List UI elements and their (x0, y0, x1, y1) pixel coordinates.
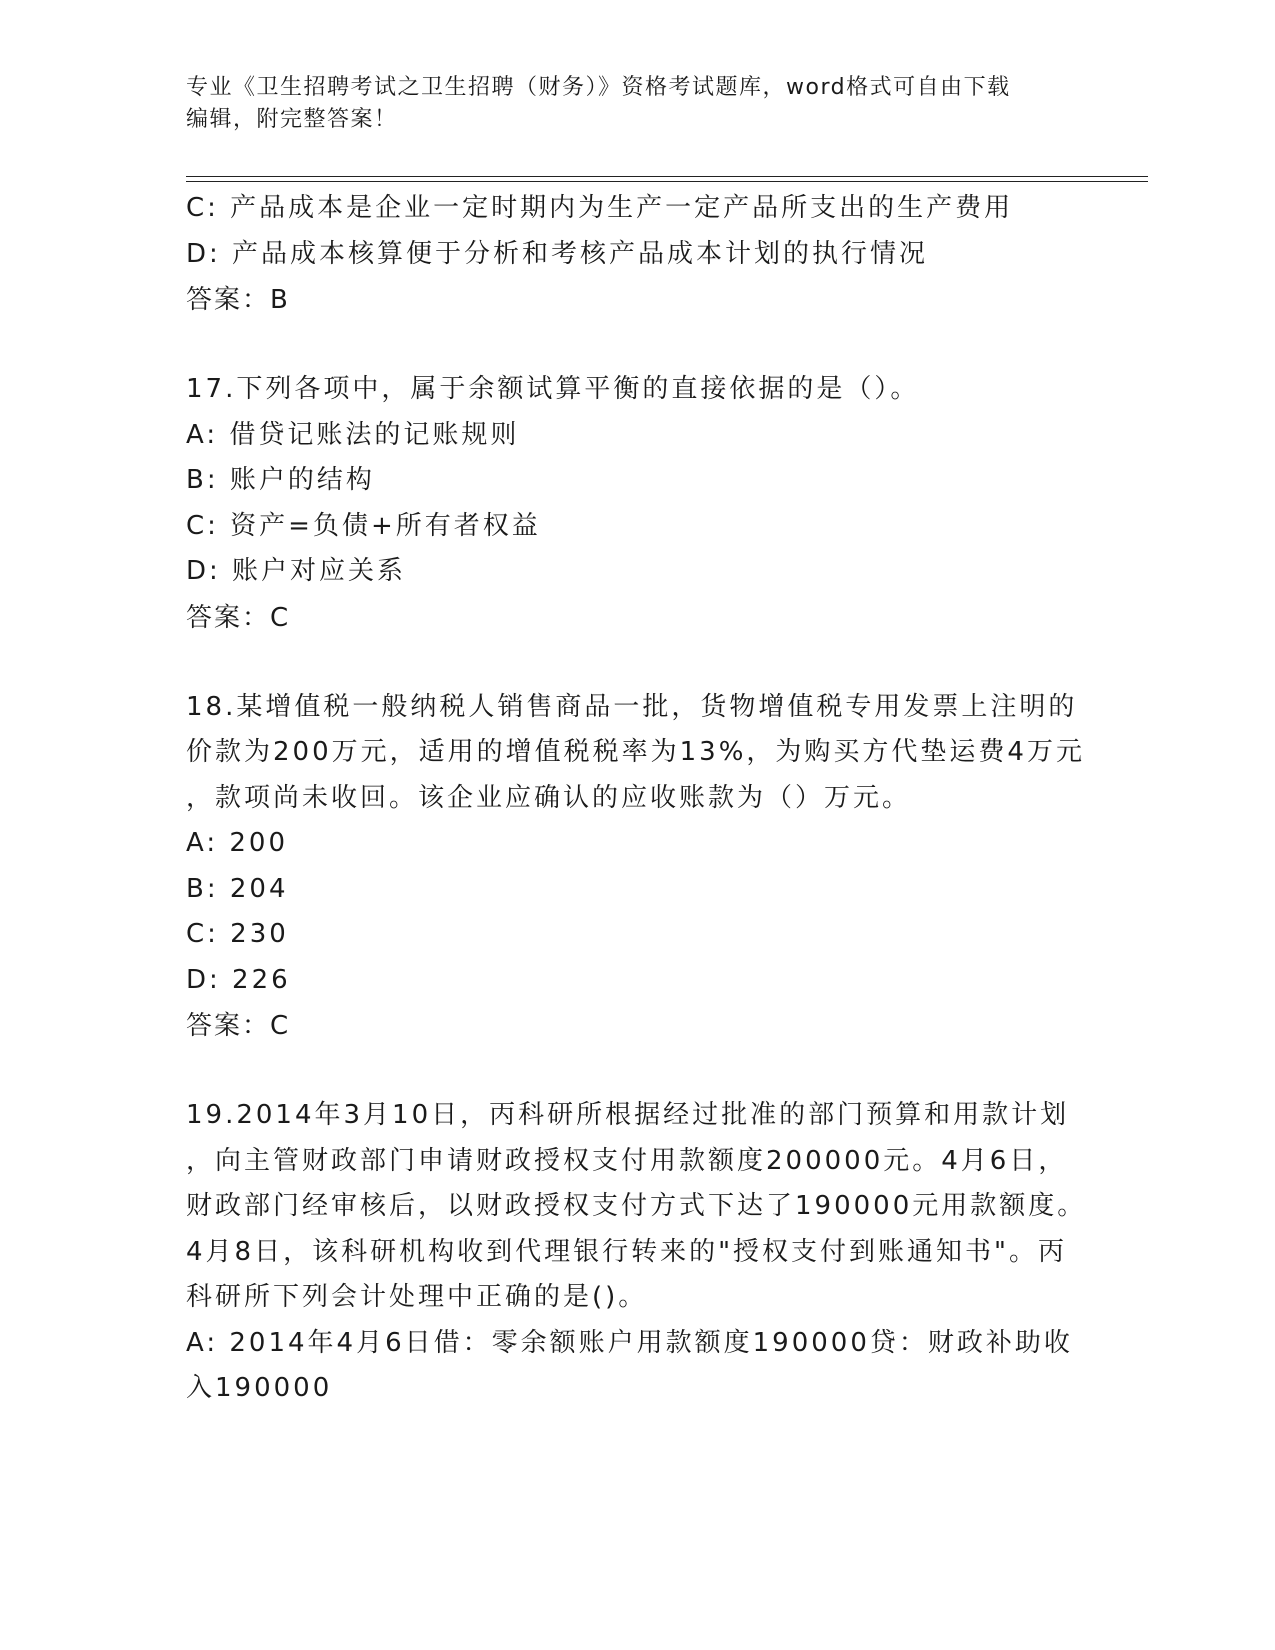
question-text-line-4: 4月8日，该科研机构收到代理银行转来的"授权支付到账通知书"。丙 (186, 1236, 1068, 1267)
question-text-line-2: ，向主管财政部门申请财政授权支付用款额度200000元。4月6日， (186, 1145, 1068, 1176)
option-a-line-1: A: 2014年4月6日借：零余额账户用款额度190000贷：财政补助收 (186, 1327, 1073, 1358)
option-c: C: 产品成本是企业一定时期内为生产一定产品所支出的生产费用 (186, 193, 1014, 223)
document-header (186, 72, 1066, 136)
header-divider (186, 176, 1148, 182)
question-content (186, 186, 1087, 1412)
option-b: B: 账户的结构 (186, 465, 375, 495)
spacer (186, 323, 1076, 367)
answer-line: 答案：C (186, 602, 291, 633)
question-text-line-5: 科研所下列会计处理中正确的是()。 (186, 1282, 648, 1312)
question-text-line-3: ，款项尚未收回。该企业应确认的应收账款为（）万元。 (186, 782, 912, 813)
header-line-1: 专业《卫生招聘考试之卫生招聘（财务）》资格考试题库，word格式可自由下载 (186, 75, 1011, 100)
option-a-line-2: 入190000 (186, 1373, 333, 1403)
question-text-line-2: 价款为200万元，适用的增值税税率为13%，为购买方代垫运费4万元 (186, 737, 1085, 767)
question-16-tail (186, 186, 1076, 323)
option-d: D: 产品成本核算便于分析和考核产品成本计划的执行情况 (186, 238, 929, 269)
question-text-line-1: 18.某增值税一般纳税人销售商品一批，货物增值税专用发票上注明的 (186, 691, 1078, 722)
option-a: A: 200 (186, 828, 288, 858)
question-text-line-1: 19.2014年3月10日，丙科研所根据经过批准的部门预算和用款计划 (186, 1100, 1070, 1130)
question-19 (186, 1093, 1087, 1412)
answer-line: 答案：B (186, 285, 290, 315)
question-text-line-3: 财政部门经审核后，以财政授权支付方式下达了190000元用款额度。 (186, 1191, 1087, 1221)
option-d: D: 226 (186, 964, 291, 995)
question-17 (186, 367, 1076, 641)
option-c: C: 资产=负债+所有者权益 (186, 510, 541, 541)
question-text: 17.下列各项中，属于余额试算平衡的直接依据的是（）。 (186, 374, 920, 404)
option-d: D: 账户对应关系 (186, 556, 407, 586)
option-b: B: 204 (186, 873, 289, 904)
spacer (186, 641, 1076, 685)
answer-line: 答案：C (186, 1011, 291, 1041)
option-a: A: 借贷记账法的记账规则 (186, 419, 520, 450)
option-c: C: 230 (186, 919, 289, 949)
spacer (186, 1049, 1076, 1093)
question-18 (186, 685, 1085, 1050)
header-line-2: 编辑，附完整答案！ (186, 107, 398, 132)
